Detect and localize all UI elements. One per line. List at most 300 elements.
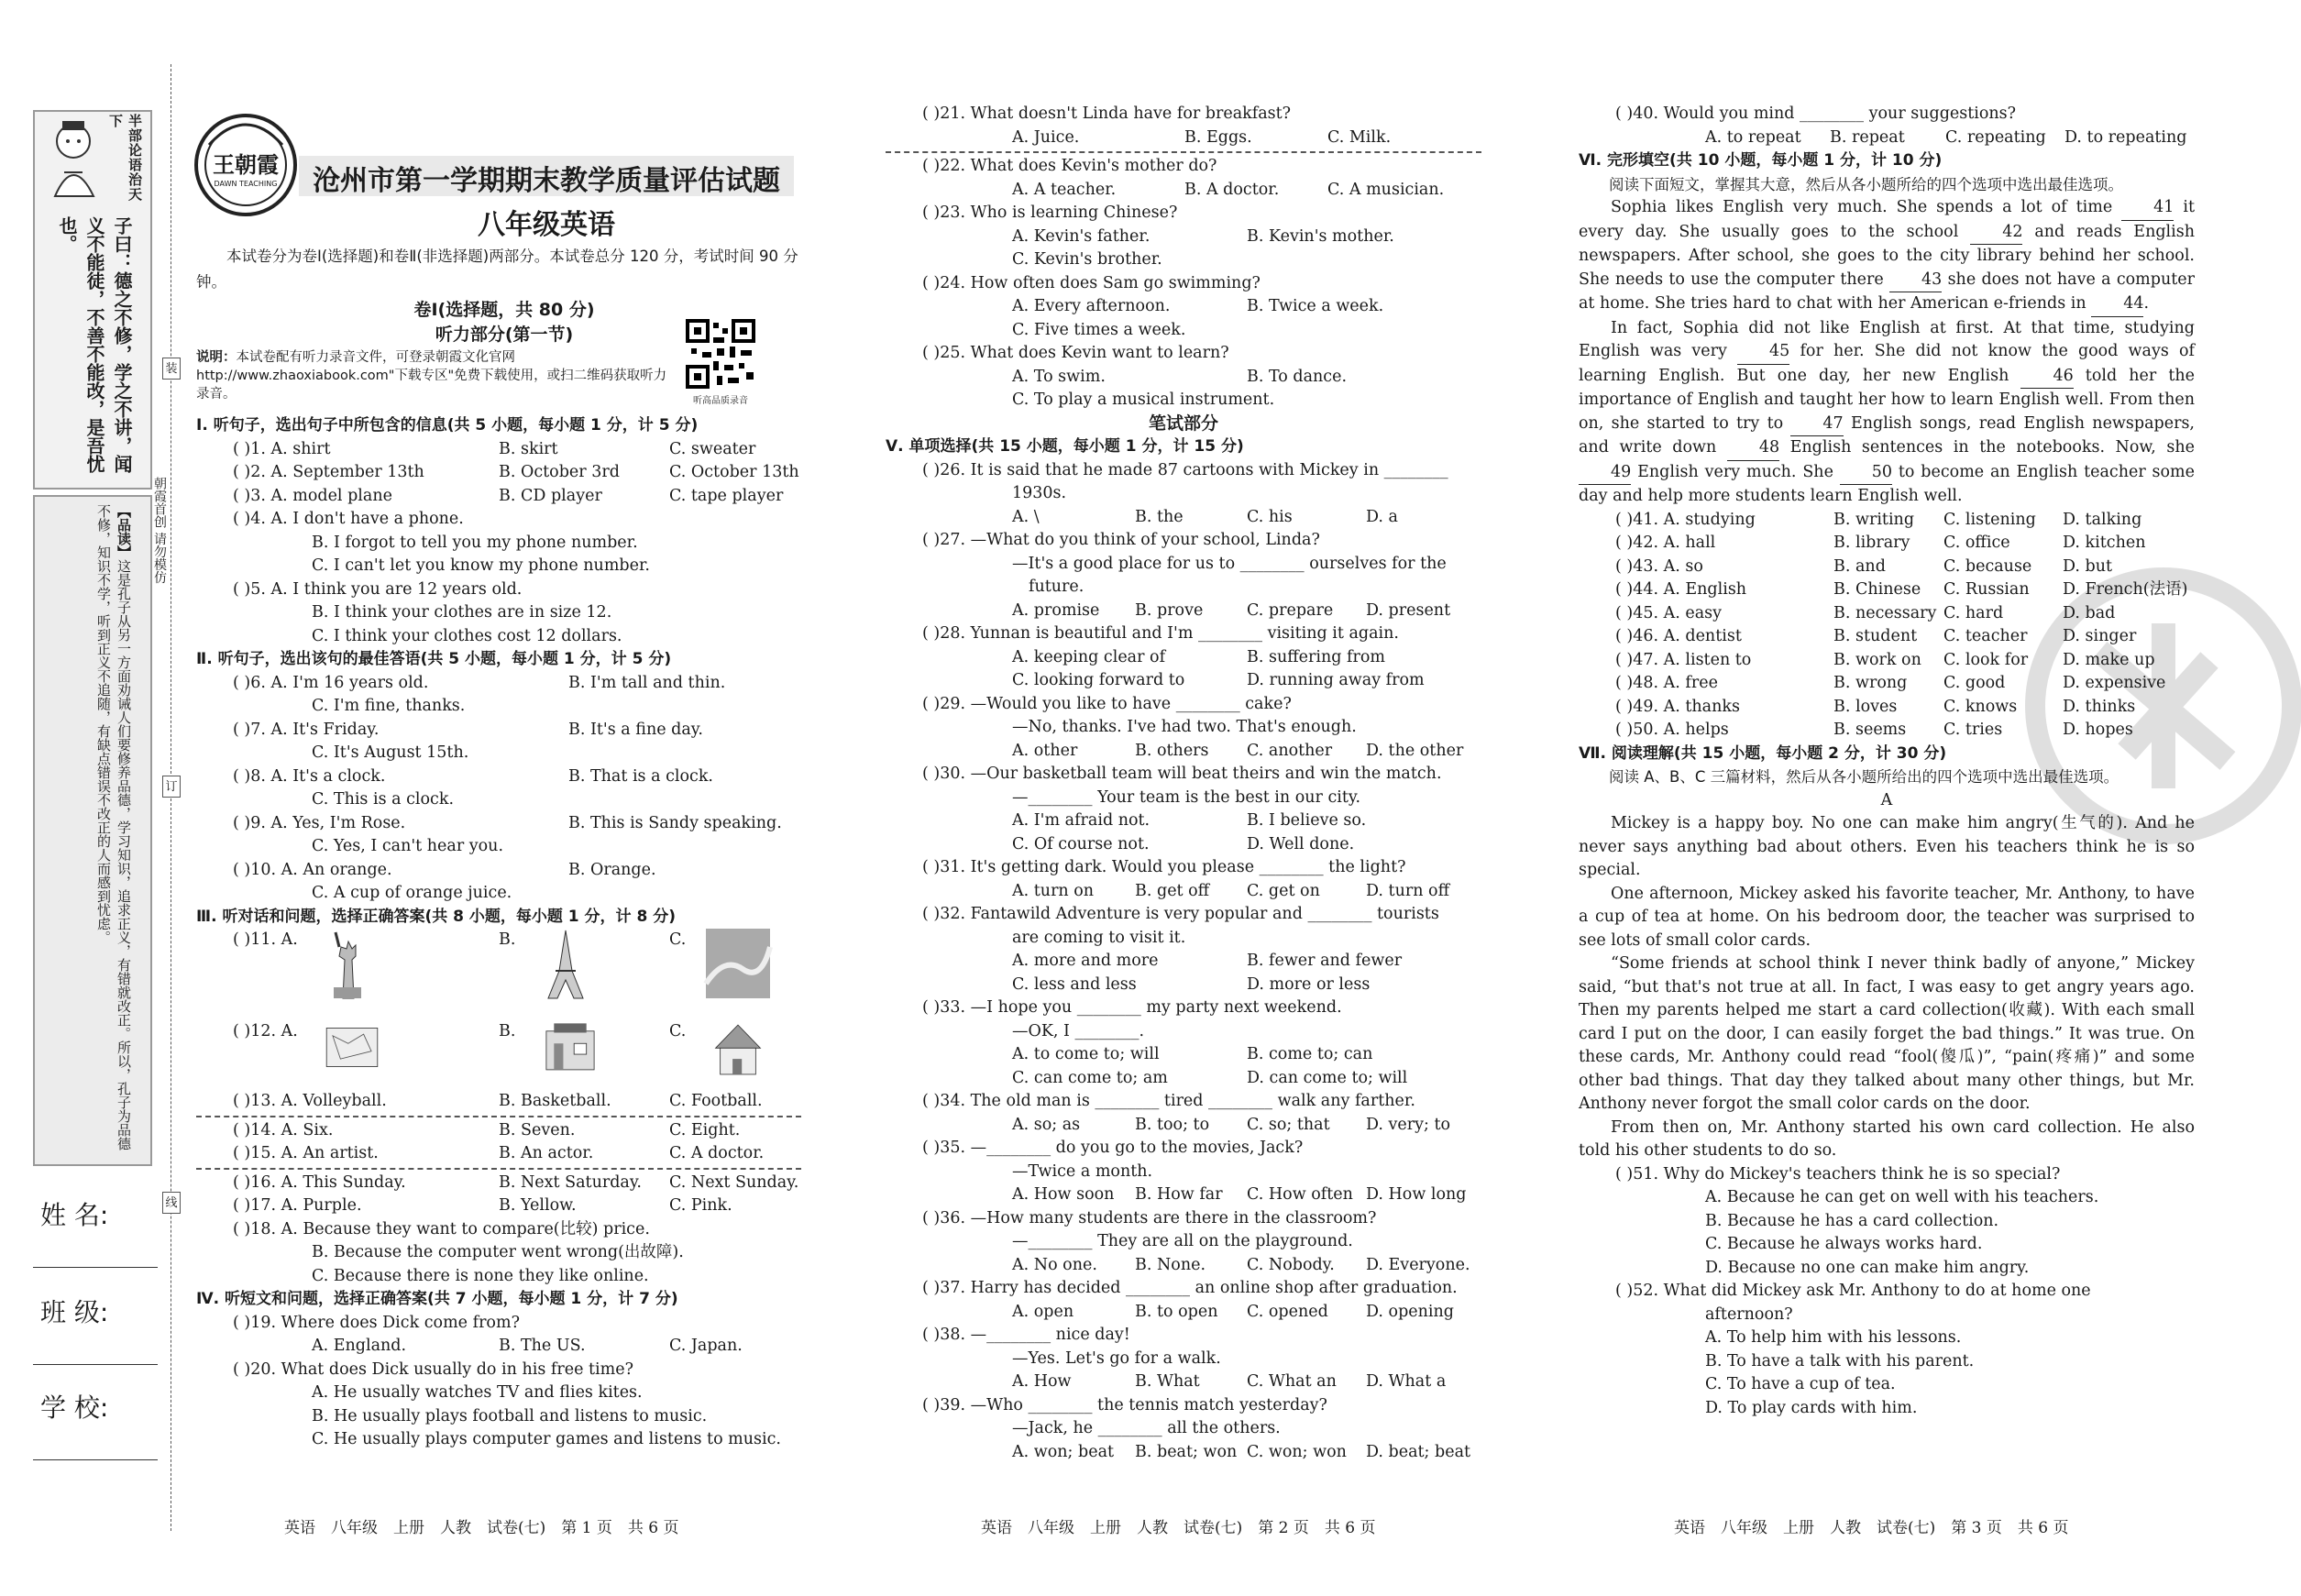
- q8-b: B. That is a clock.: [568, 766, 713, 786]
- q26-options: [886, 506, 1481, 530]
- q15-c: C. A doctor.: [669, 1144, 765, 1162]
- q25-b: B. To dance.: [1247, 367, 1348, 386]
- page-footer-3: 英语 八年级 上册 人教 试卷(七) 第 3 页 共 6 页: [1674, 1519, 2069, 1537]
- question-22: ( )22. What does Kevin's mother do?: [922, 157, 1217, 175]
- q46-b: B. student: [1833, 627, 1918, 645]
- q9-a: ( )9. A. Yes, I'm Rose.: [233, 813, 406, 832]
- question-14: [196, 1119, 801, 1143]
- q16-b: B. Next Saturday.: [499, 1172, 642, 1192]
- q34-a: A. so; as: [1012, 1115, 1081, 1134]
- question-37: ( )37. Harry has decided ________ an online shop after graduation.: [922, 1279, 1458, 1297]
- q1-c: C. sweater: [669, 439, 756, 458]
- school-field[interactable]: [33, 1459, 158, 1460]
- q52-c: C. To have a cup of tea.: [1705, 1375, 1896, 1393]
- q19-options: [196, 1335, 801, 1359]
- q37-c: C. opened: [1247, 1302, 1328, 1321]
- section-6-intro: 阅读下面短文，掌握其大意，然后从各小题所给的四个选项中选出最佳选项。: [1609, 175, 2123, 193]
- column-page-2: [886, 103, 1481, 1464]
- q27-options: [886, 600, 1481, 623]
- q43-c: C. because: [1943, 556, 2032, 576]
- q1-b: B. skirt: [499, 439, 558, 458]
- cloze-text: and reads English newspapers. After school, she goes to the city library behind her school. She needs to use the computer there: [1579, 222, 2195, 289]
- divider: [886, 151, 1481, 153]
- section-1-heading: Ⅰ. 听句子，选出句子中所包含的信息(共 5 小题，每小题 1 分，计 5 分): [196, 416, 699, 435]
- q12-c: C.: [669, 1022, 687, 1040]
- written-heading: 笔试部分: [1148, 413, 1218, 434]
- q44-a: ( )44. A. English: [1615, 580, 1747, 599]
- q31-options: [886, 880, 1481, 904]
- question-15: [196, 1142, 801, 1166]
- q40-options: [1579, 127, 2195, 150]
- pin-reading: [51, 504, 134, 1153]
- q32-c: C. less and less: [1012, 974, 1137, 994]
- q7-c: C. It's August 15th.: [312, 743, 469, 762]
- q19-a: A. England.: [312, 1337, 407, 1355]
- question-45: [1579, 602, 2195, 626]
- q28-c: C. looking forward to: [1012, 671, 1185, 689]
- question-6: [196, 672, 801, 696]
- blank-44[interactable]: 44: [2091, 292, 2143, 317]
- q48-c: C. good: [1943, 674, 2006, 692]
- q10-a: ( )10. A. An orange.: [233, 860, 392, 879]
- question-46: [1579, 625, 2195, 649]
- q43-b: B. and: [1833, 556, 1886, 576]
- q30-a: A. I'm afraid not.: [1012, 811, 1150, 830]
- banner-quote: 子曰：德之不修，学之不讲，闻义不能徒，不善不能改，是吾忧也。: [56, 216, 133, 473]
- q42-b: B. library: [1833, 534, 1910, 552]
- q41-d: D. talking: [2063, 510, 2142, 529]
- q21-a: A. Juice.: [1012, 127, 1080, 147]
- q13-c: C. Football.: [669, 1092, 763, 1110]
- q42-c: C. office: [1943, 534, 2010, 552]
- q30-d: D. Well done.: [1247, 834, 1355, 853]
- cloze-text: to become an English teacher some day and help more students learn English well.: [1579, 462, 2195, 505]
- question-10: [196, 859, 801, 883]
- q31-c: C. get on: [1247, 881, 1320, 900]
- q5-b: B. I think your clothes are in size 12.: [312, 603, 612, 622]
- q29-c: C. another: [1247, 741, 1333, 760]
- q33-a: A. to come to; will: [1012, 1045, 1160, 1063]
- q13-b: B. Basketball.: [499, 1092, 611, 1110]
- audio-note: [196, 348, 673, 403]
- cloze-text: she does not have a computer at home. She tries hard to chat with her American e-friends in: [1579, 270, 2195, 313]
- blank-47[interactable]: 47: [1790, 413, 1843, 437]
- blank-48[interactable]: 48: [1727, 436, 1779, 461]
- q4-c: C. I can't let you know my phone number.: [312, 556, 650, 575]
- q28-options-2: [886, 669, 1481, 693]
- question-43: [1579, 556, 2195, 579]
- cloze-text: Sophia likes English very much. She spends a lot of time: [1611, 198, 2122, 216]
- question-34: ( )34. The old man is ________ tired ________ walk any farther.: [922, 1092, 1415, 1110]
- qr-caption: 听高品质录音: [693, 396, 748, 406]
- q35-c: C. How often: [1247, 1185, 1353, 1204]
- house-image: [704, 1020, 772, 1079]
- q11-b: B.: [499, 930, 516, 949]
- question-27: ( )27. —What do you think of your school, Linda?: [922, 531, 1320, 549]
- q7-a: ( )7. A. It's Friday.: [233, 720, 380, 739]
- q51-a: A. Because he can get on well with his teachers.: [1705, 1188, 2099, 1206]
- section-7-intro: 阅读 A、B、C 三篇材料，然后从各小题所给出的四个选项中选出最佳选项。: [1609, 768, 2119, 786]
- blank-42[interactable]: 42: [1970, 221, 2022, 246]
- blank-46[interactable]: 46: [2020, 365, 2073, 390]
- question-41: [1579, 509, 2195, 533]
- question-24: ( )24. How often does Sam go swimming?: [922, 273, 1261, 292]
- question-38: ( )38. —________ nice day!: [922, 1326, 1130, 1344]
- q30-options-1: [886, 809, 1481, 833]
- q36-d: D. Everyone.: [1366, 1255, 1470, 1274]
- q8-c: C. This is a clock.: [312, 790, 455, 809]
- question-26: ( )26. It is said that he made 87 cartoons with Mickey in ________: [922, 460, 1448, 479]
- logo-sub: DAWN TEACHING: [214, 180, 278, 188]
- q27-a: A. promise: [1012, 600, 1100, 620]
- q45-c: C. hard: [1943, 603, 2004, 622]
- map-image: [315, 1020, 389, 1079]
- q28-a: A. keeping clear of: [1012, 647, 1166, 666]
- q28-options-1: [886, 646, 1481, 670]
- cloze-text: it every day. She usually goes to the school: [1579, 198, 2195, 241]
- q33-d: D. can come to; will: [1247, 1068, 1408, 1087]
- passage-a-para-1: Mickey is a happy boy. No one can make him angry(生气的). And he never says anything bad about others. Even his teachers think he is so special.: [1579, 814, 2195, 879]
- vertical-note: 朝霞首创 请勿模仿: [152, 477, 167, 584]
- question-47: [1579, 649, 2195, 673]
- q44-d: D. French(法语): [2063, 580, 2188, 599]
- passage-label: A: [1880, 790, 1893, 809]
- q44-b: B. Chinese: [1833, 580, 1921, 599]
- page-subtitle: 八年级英语: [478, 209, 615, 241]
- cloze-paragraph-1: [1579, 196, 2195, 317]
- q25-c: C. To play a musical instrument.: [1012, 391, 1275, 409]
- q33-b: B. come to; can: [1247, 1045, 1373, 1063]
- q22-c: C. A musician.: [1327, 180, 1445, 199]
- q9-b: B. This is Sandy speaking.: [568, 813, 782, 832]
- q51-d: D. Because no one can make him angry.: [1705, 1258, 2030, 1277]
- eiffel-tower-image: [534, 929, 598, 998]
- q52-a: A. To help him with his lessons.: [1705, 1328, 1962, 1347]
- question-3: [196, 485, 801, 509]
- q14-c: C. Eight.: [669, 1120, 741, 1139]
- question-36: ( )36. —How many students are there in the classroom?: [922, 1208, 1377, 1227]
- q15-b: B. An actor.: [499, 1144, 594, 1162]
- q49-a: ( )49. A. thanks: [1615, 697, 1740, 716]
- page-footer-2: 英语 八年级 上册 人教 试卷(七) 第 2 页 共 6 页: [981, 1519, 1376, 1537]
- q26-b: B. the: [1135, 507, 1184, 526]
- q36-options: [886, 1254, 1481, 1278]
- blank-41[interactable]: 41: [2121, 196, 2174, 221]
- passage-a-para-4: From then on, Mr. Anthony started his own card collection. He also told his other students to do so.: [1579, 1117, 2195, 1160]
- q32-line2: are coming to visit it.: [1012, 928, 1186, 947]
- q2-b: B. October 3rd: [499, 463, 620, 481]
- q3-a: ( )3. A. model plane: [233, 486, 392, 505]
- q34-d: D. very; to: [1366, 1115, 1451, 1134]
- q26-cont: 1930s.: [1012, 484, 1067, 502]
- q2-a: ( )2. A. September 13th: [233, 463, 424, 481]
- q24-c: C. Five times a week.: [1012, 320, 1186, 339]
- q29-options: [886, 740, 1481, 764]
- q32-options-2: [886, 974, 1481, 997]
- q17-c: C. Pink.: [669, 1196, 732, 1215]
- q18-c: C. Because there is none they like online.: [312, 1266, 649, 1285]
- question-8: [196, 765, 801, 789]
- q48-a: ( )48. A. free: [1615, 674, 1718, 692]
- section-3-heading: Ⅲ. 听对话和问题，选择正确答案(共 8 小题，每小题 1 分，计 8 分): [196, 907, 676, 926]
- statue-of-liberty-image: [315, 929, 380, 998]
- q52-cont: afternoon?: [1705, 1304, 1793, 1324]
- question-19: ( )19. Where does Dick come from?: [233, 1313, 520, 1332]
- cloze-paragraph-2: [1579, 317, 2195, 509]
- audio-note-text: 本试卷配有听力录音文件，可登录朝霞文化官网 http://www.zhaoxiabook.com"下载专区"免费下载使用，或扫二维码获取听力录音。: [196, 350, 667, 402]
- q18-b: B. Because the computer went wrong(出故障).: [312, 1243, 684, 1261]
- question-28: ( )28. Yunnan is beautiful and I'm ________ visiting it again.: [922, 624, 1399, 643]
- q43-a: ( )43. A. so: [1615, 556, 1703, 576]
- question-42: [1579, 532, 2195, 556]
- q12-a: ( )12. A.: [233, 1022, 298, 1040]
- q46-a: ( )46. A. dentist: [1615, 627, 1742, 645]
- q6-a: ( )6. A. I'm 16 years old.: [233, 673, 429, 692]
- q49-c: C. knows: [1943, 697, 2018, 716]
- cloze-text: English songs, read English newspapers, and write down: [1579, 413, 2195, 457]
- q14-a: ( )14. A. Six.: [233, 1120, 334, 1139]
- q10-b: B. Orange.: [568, 860, 656, 879]
- q37-b: B. to open: [1135, 1302, 1218, 1321]
- section-2-heading: Ⅱ. 听句子，选出该句的最佳答语(共 5 小题，每小题 1 分，计 5 分): [196, 650, 672, 668]
- q8-a: ( )8. A. It's a clock.: [233, 766, 386, 786]
- section-7-heading: Ⅶ. 阅读理解(共 15 小题，每小题 2 分，计 30 分): [1579, 743, 1947, 763]
- q27-line3: future.: [1029, 578, 1084, 596]
- cloze-text: English very much. She: [1631, 462, 1840, 481]
- cloze-text: .: [2143, 294, 2150, 313]
- q43-d: D. but: [2063, 556, 2113, 576]
- question-13: [196, 1090, 801, 1114]
- column-page-1: [196, 414, 801, 1452]
- q21-b: B. Eggs.: [1184, 127, 1252, 147]
- question-29: ( )29. —Would you like to have ________ cake?: [922, 694, 1292, 713]
- q42-d: D. kitchen: [2063, 534, 2146, 552]
- q30-b: B. I believe so.: [1247, 811, 1367, 830]
- q34-b: B. too; to: [1135, 1115, 1210, 1134]
- q33-options-1: [886, 1043, 1481, 1067]
- volume-one-heading: 卷Ⅰ(选择题，共 80 分): [413, 300, 595, 320]
- q36-a: A. No one.: [1012, 1255, 1097, 1274]
- q27-d: D. present: [1366, 600, 1451, 620]
- q49-d: D. thinks: [2063, 697, 2136, 716]
- q22-b: B. A doctor.: [1184, 180, 1280, 199]
- q41-c: C. listening: [1943, 510, 2036, 529]
- q16-c: C. Next Sunday.: [669, 1172, 799, 1192]
- q41-b: B. writing: [1833, 510, 1915, 529]
- question-2: [196, 461, 801, 485]
- q37-a: A. open: [1012, 1302, 1074, 1321]
- q40-c: C. repeating: [1945, 127, 2046, 147]
- question-39: ( )39. —Who ________ the tennis match yesterday?: [922, 1395, 1327, 1414]
- q39-options: [886, 1441, 1481, 1465]
- q38-a: A. How: [1012, 1372, 1072, 1391]
- section-5-heading: Ⅴ. 单项选择(共 15 小题，每小题 1 分，计 15 分): [886, 437, 1244, 456]
- q33-c: C. can come to; am: [1012, 1068, 1168, 1087]
- q47-c: C. look for: [1943, 650, 2029, 669]
- q52-d: D. To play cards with him.: [1705, 1398, 1918, 1417]
- q9-c: C. Yes, I can't hear you.: [312, 837, 504, 855]
- q6-b: B. I'm tall and thin.: [568, 673, 726, 692]
- question-23: ( )23. Who is learning Chinese?: [922, 204, 1178, 222]
- q28-b: B. suffering from: [1247, 647, 1385, 666]
- q41-a: ( )41. A. studying: [1615, 510, 1756, 529]
- bind-mark-1: 装: [162, 358, 181, 380]
- q34-c: C. so; that: [1247, 1115, 1330, 1134]
- name-label: 姓 名:: [40, 1200, 109, 1230]
- q32-d: D. more or less: [1247, 974, 1371, 994]
- pin-label: 【品读】: [116, 504, 132, 559]
- q35-line2: —Twice a month.: [1012, 1161, 1153, 1181]
- q32-options-1: [886, 950, 1481, 974]
- q50-a: ( )50. A. helps: [1615, 721, 1729, 739]
- q14-b: B. Seven.: [499, 1120, 576, 1139]
- q12-b: B.: [499, 1022, 516, 1040]
- column-page-3: [1579, 103, 2195, 1420]
- q37-options: [886, 1301, 1481, 1325]
- section-6-heading: Ⅵ. 完形填空(共 10 小题，每小题 1 分，计 10 分): [1579, 151, 1943, 170]
- q3-c: C. tape player: [669, 486, 784, 505]
- question-9: [196, 812, 801, 836]
- q47-d: D. make up: [2063, 650, 2155, 669]
- q34-options: [886, 1114, 1481, 1138]
- blank-50[interactable]: 50: [1840, 461, 1892, 486]
- q40-b: B. repeat: [1830, 127, 1905, 147]
- q44-c: C. Russian: [1943, 580, 2030, 599]
- q20-b: B. He usually plays football and listens to music.: [312, 1406, 708, 1425]
- q32-a: A. more and more: [1012, 952, 1159, 970]
- q27-line2: —It's a good place for us to ________ ourselves for the: [1012, 554, 1447, 573]
- q38-line2: —Yes. Let's go for a walk.: [1012, 1348, 1221, 1368]
- q17-b: B. Yellow.: [499, 1196, 577, 1215]
- name-field[interactable]: [33, 1267, 158, 1268]
- qr-code[interactable]: [686, 319, 755, 389]
- q35-d: D. How long: [1366, 1185, 1467, 1204]
- q39-a: A. won; beat: [1012, 1442, 1115, 1461]
- section-4-heading: Ⅳ. 听短文和问题，选择正确答案(共 7 小题，每小题 1 分，计 7 分): [196, 1290, 678, 1308]
- q45-a: ( )45. A. easy: [1615, 603, 1723, 622]
- cloze-text: In fact, Sophia did not like English at first. At that time, studying English was very: [1579, 318, 2195, 360]
- q20-c: C. He usually plays computer games and listens to music.: [312, 1430, 781, 1448]
- exam-intro: 本试卷分为卷Ⅰ(选择题)和卷Ⅱ(非选择题)两部分。本试卷总分 120 分，考试时间 90 分钟。: [196, 248, 798, 291]
- q4-b: B. I forgot to tell you my phone number.: [312, 533, 638, 552]
- question-21: ( )21. What doesn't Linda have for breakfast?: [922, 105, 1292, 123]
- blank-43[interactable]: 43: [1889, 269, 1942, 293]
- q33-line2: —OK, I ________.: [1012, 1021, 1145, 1040]
- question-31: ( )31. It's getting dark. Would you please ________ the light?: [922, 858, 1406, 876]
- q21-c: C. Milk.: [1327, 127, 1392, 147]
- q3-b: B. CD player: [499, 486, 602, 505]
- question-44: [1579, 578, 2195, 602]
- q36-b: B. None.: [1135, 1255, 1206, 1274]
- question-17: [196, 1194, 801, 1218]
- q33-options-2: [886, 1067, 1481, 1091]
- audio-note-label: 说明：: [196, 350, 237, 365]
- q35-options: [886, 1183, 1481, 1207]
- q48-d: D. expensive: [2063, 674, 2166, 692]
- q20-a: A. He usually watches TV and flies kites.: [312, 1383, 643, 1402]
- logo-text: 王朝霞: [213, 152, 279, 178]
- question-1: [196, 438, 801, 462]
- q47-b: B. work on: [1833, 650, 1921, 669]
- q10-c: C. A cup of orange juice.: [312, 884, 512, 902]
- question-40: ( )40. Would you mind ________ your suggestions?: [1615, 105, 2017, 123]
- question-12: [196, 1020, 801, 1090]
- q30-options-2: [886, 833, 1481, 857]
- q36-c: C. Nobody.: [1247, 1255, 1335, 1274]
- q37-d: D. opening: [1366, 1302, 1454, 1321]
- listening-heading: 听力部分(第一节): [435, 325, 574, 345]
- banner-small: 半部论语治天下: [107, 114, 143, 202]
- class-field[interactable]: [33, 1364, 158, 1365]
- bank-image: [534, 1020, 607, 1079]
- q48-b: B. wrong: [1833, 674, 1908, 692]
- q5-c: C. I think your clothes cost 12 dollars.: [312, 626, 622, 645]
- q46-c: C. teacher: [1943, 627, 2028, 645]
- q35-a: A. How soon: [1012, 1185, 1115, 1204]
- q26-c: C. his: [1247, 507, 1293, 526]
- q13-a: ( )13. A. Volleyball.: [233, 1092, 387, 1110]
- q51-b: B. Because he has a card collection.: [1705, 1211, 1999, 1230]
- q23-a: A. Kevin's father.: [1012, 226, 1150, 246]
- q11-c: C.: [669, 930, 687, 949]
- q17-a: ( )17. A. Purple.: [233, 1196, 362, 1215]
- q31-b: B. get off: [1135, 881, 1210, 900]
- passage-a-para-3: “Some friends at school think I never think badly of anyone,” Mickey said, “but that's not true at all. In fact, I was easy to get angry years ago. Then my parents helped me start a card collection(收藏). With each small card I put on the door, I can easily forget the bad things.” It was true. On these cards, Mr. Anthony could read “fool(傻瓜)”, “pain(疼痛)” and some other bad things. That day they talked about many other things, but Mr. Anthony never forgot the small color cards on the door.: [1579, 954, 2195, 1113]
- q6-c: C. I'm fine, thanks.: [312, 697, 466, 715]
- page-title: 沧州市第一学期期末教学质量评估试题: [313, 165, 780, 197]
- divider: [196, 1168, 801, 1170]
- q24-options: [886, 295, 1481, 319]
- q25-options: [886, 366, 1481, 390]
- q39-line2: —Jack, he ________ all the others.: [1012, 1419, 1281, 1437]
- q47-a: ( )47. A. listen to: [1615, 650, 1752, 669]
- question-5: ( )5. A. I think you are 12 years old.: [233, 579, 523, 599]
- question-52: ( )52. What did Mickey ask Mr. Anthony to do at home one: [1615, 1282, 2091, 1300]
- blank-45[interactable]: 45: [1737, 340, 1789, 365]
- question-35: ( )35. —________ do you go to the movies, Jack?: [922, 1139, 1304, 1157]
- q35-b: B. How far: [1135, 1185, 1223, 1204]
- q23-options: [886, 226, 1481, 249]
- question-20: ( )20. What does Dick usually do in his free time?: [233, 1359, 633, 1379]
- q38-options: [886, 1370, 1481, 1394]
- cloze-text: told her the importance of English and taught her how to learn English well. From then on, she started to try to: [1579, 366, 2195, 433]
- q30-line2: —________ Your team is the best in our city.: [1012, 787, 1361, 807]
- q36-line2: —________ They are all on the playground.: [1012, 1232, 1353, 1250]
- class-label: 班 级:: [40, 1297, 109, 1327]
- bind-mark-3: 线: [162, 1192, 181, 1214]
- q38-d: D. What a: [1366, 1372, 1447, 1391]
- blank-49[interactable]: 49: [1579, 461, 1631, 486]
- q24-a: A. Every afternoon.: [1012, 297, 1171, 315]
- question-4: ( )4. A. I don't have a phone.: [233, 510, 464, 528]
- question-51: ( )51. Why do Mickey's teachers think he is so special?: [1615, 1164, 2061, 1183]
- divider: [196, 1116, 801, 1117]
- great-wall-image: [704, 929, 772, 998]
- q52-b: B. To have a talk with his parent.: [1705, 1351, 1975, 1370]
- question-16: [196, 1172, 801, 1195]
- q50-c: C. tries: [1943, 721, 2003, 739]
- q31-a: A. turn on: [1012, 881, 1095, 900]
- q28-d: D. running away from: [1247, 671, 1425, 689]
- q21-options: [886, 127, 1481, 150]
- question-50: [1579, 719, 2195, 743]
- q30-c: C. Of course not.: [1012, 834, 1150, 853]
- question-33: ( )33. —I hope you ________ my party next weekend.: [922, 998, 1342, 1017]
- q45-b: B. necessary: [1833, 603, 1937, 622]
- q1-a: ( )1. A. shirt: [233, 439, 331, 458]
- cloze-text: for her. She did not know the good ways of learning English. But one day, her new English: [1579, 342, 2195, 385]
- q29-d: D. the other: [1366, 741, 1464, 760]
